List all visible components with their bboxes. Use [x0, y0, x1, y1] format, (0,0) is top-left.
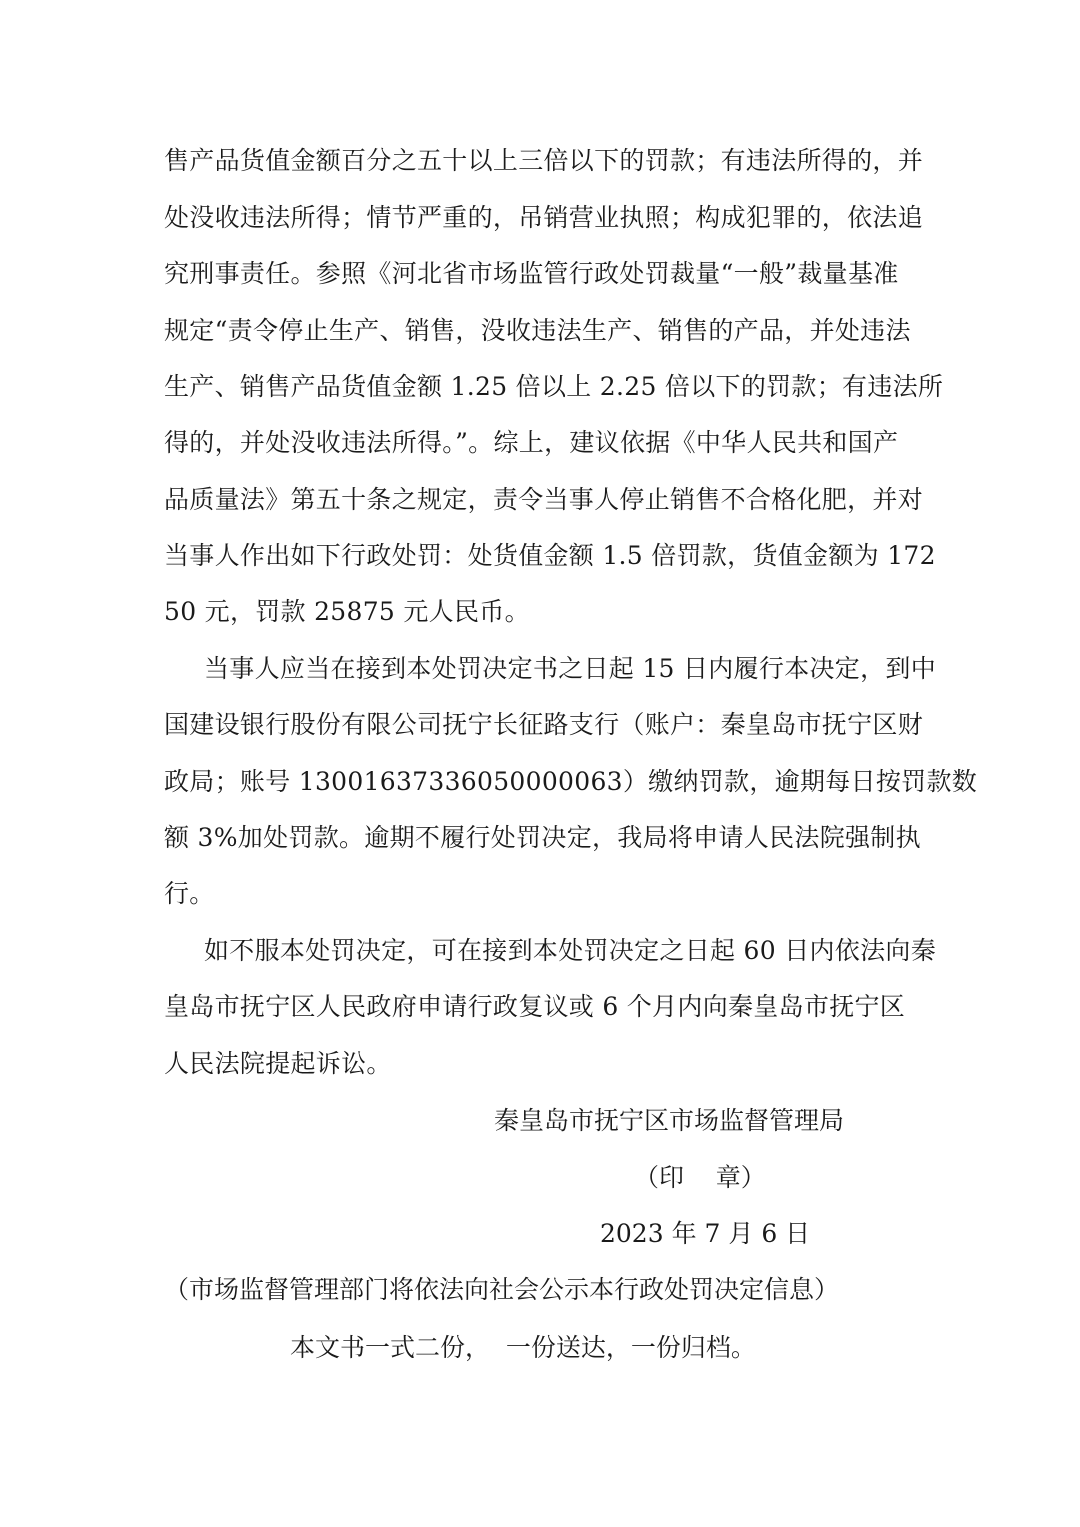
- issuing-organization: 秦皇岛市抚宁区市场监督管理局: [494, 1106, 845, 1135]
- paragraph-line: 品质量法》第五十条之规定，责令当事人停止销售不合格化肥，并对: [164, 485, 924, 514]
- issue-date: 2023 年 7 月 6 日: [600, 1219, 811, 1248]
- copies-note: 本文书一式二份， 一份送达，一份归档。: [290, 1333, 756, 1362]
- paragraph-line: 得的，并处没收违法所得。”。综上，建议依据《中华人民共和国产: [164, 428, 899, 457]
- paragraph-line: 处没收违法所得；情节严重的，吊销营业执照；构成犯罪的，依法追: [164, 203, 924, 232]
- paragraph-line: 生产、销售产品货值金额 1.25 倍以上 2.25 倍以下的罚款；有违法所: [164, 372, 944, 401]
- seal-placeholder: （印 章）: [634, 1163, 766, 1192]
- paragraph-line: 50 元，罚款 25875 元人民币。: [164, 597, 530, 626]
- paragraph-line: 国建设银行股份有限公司抚宁长征路支行（账户：秦皇岛市抚宁区财: [164, 710, 924, 739]
- paragraph-line: 人民法院提起诉讼。: [164, 1049, 392, 1078]
- paragraph-line: 规定“责令停止生产、销售，没收违法生产、销售的产品，并处违法: [164, 316, 911, 345]
- paragraph-line: 售产品货值金额百分之五十以上三倍以下的罚款；有违法所得的，并: [164, 146, 924, 175]
- publicity-note: （市场监督管理部门将依法向社会公示本行政处罚决定信息）: [164, 1275, 840, 1304]
- paragraph-line: 皇岛市抚宁区人民政府申请行政复议或 6 个月内向秦皇岛市抚宁区: [164, 992, 906, 1021]
- paragraph-line: 额 3%加处罚款。逾期不履行处罚决定，我局将申请人民法院强制执: [164, 823, 921, 852]
- paragraph-line: 当事人应当在接到本处罚决定书之日起 15 日内履行本决定，到中: [204, 654, 937, 683]
- paragraph-line: 究刑事责任。参照《河北省市场监管行政处罚裁量“一般”裁量基准: [164, 259, 899, 288]
- paragraph-line: 行。: [164, 879, 215, 908]
- paragraph-line: 如不服本处罚决定，可在接到本处罚决定之日起 60 日内依法向秦: [204, 936, 937, 965]
- paragraph-line: 政局；账号 13001637336050000063）缴纳罚款，逾期每日按罚款数: [164, 767, 978, 796]
- paragraph-line: 当事人作出如下行政处罚：处货值金额 1.5 倍罚款，货值金额为 172: [164, 541, 936, 570]
